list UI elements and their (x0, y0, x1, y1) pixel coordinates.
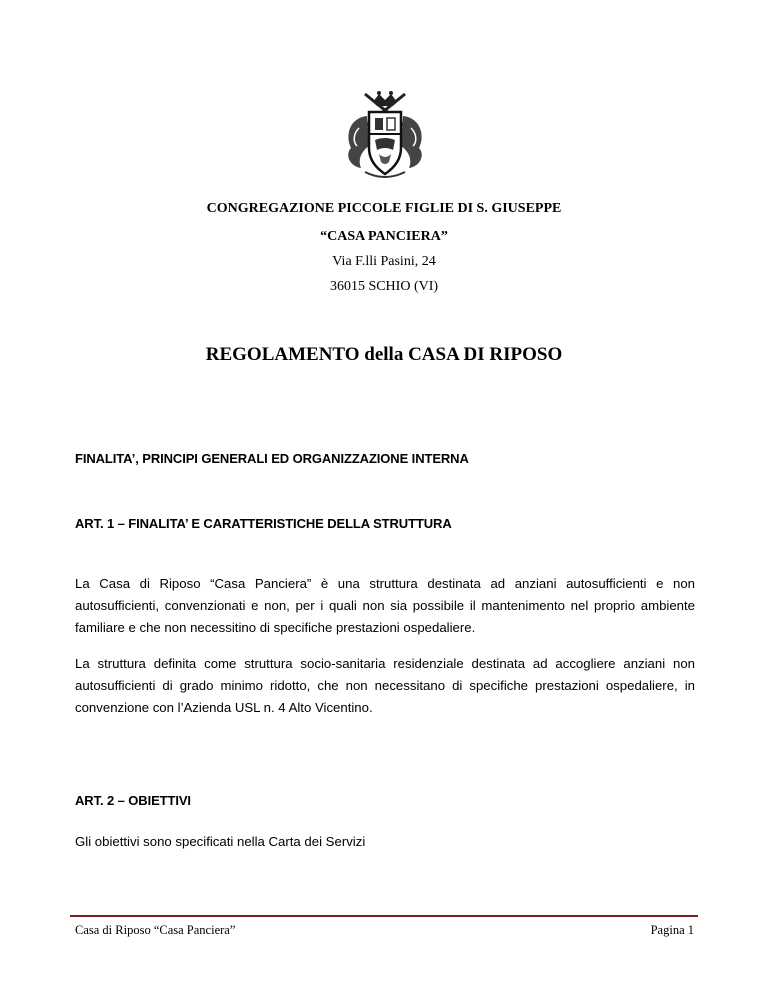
house-name: “CASA PANCIERA” (320, 229, 448, 244)
article-2-heading: ART. 2 – OBIETTIVI (75, 793, 191, 808)
article-1-paragraph-2: La struttura definita come struttura socio-sanitaria residenziale destinata ad accogliere anziani non autosufficienti di grado minimo ridotto, che non necessitano di specifiche prestazioni ospedaliere, in convenzione con l’Azienda USL n. 4 Alto Vicentino. (75, 656, 695, 715)
article-2-paragraph-1: Gli obiettivi sono specificati nella Carta dei Servizi (75, 834, 366, 849)
document-title: REGOLAMENTO della CASA DI RIPOSO (205, 344, 563, 365)
street-address: Via F.lli Pasini, 24 (332, 254, 436, 269)
page-number: Pagina 1 (650, 923, 694, 937)
city-address: 36015 SCHIO (VI) (329, 279, 439, 294)
organization-name: CONGREGAZIONE PICCOLE FIGLIE DI S. GIUSEPPE (206, 201, 562, 216)
coat-of-arms-icon (335, 88, 435, 184)
article-1-heading: ART. 1 – FINALITA’ E CARATTERISTICHE DELLA STRUTTURA (75, 516, 452, 531)
footer-rule (70, 915, 698, 917)
section-heading: FINALITA’, PRINCIPI GENERALI ED ORGANIZZAZIONE INTERNA (75, 451, 469, 466)
article-1-paragraph-1: La Casa di Riposo “Casa Panciera” è una struttura destinata ad anziani autosufficienti e non autosufficienti, convenzionati e non, per i quali non sia possibile il mantenimento nel proprio ambiente familiare e che non necessitino di specifiche prestazioni ospedaliere. (75, 576, 695, 635)
footer-title: Casa di Riposo “Casa Panciera” (75, 923, 236, 937)
